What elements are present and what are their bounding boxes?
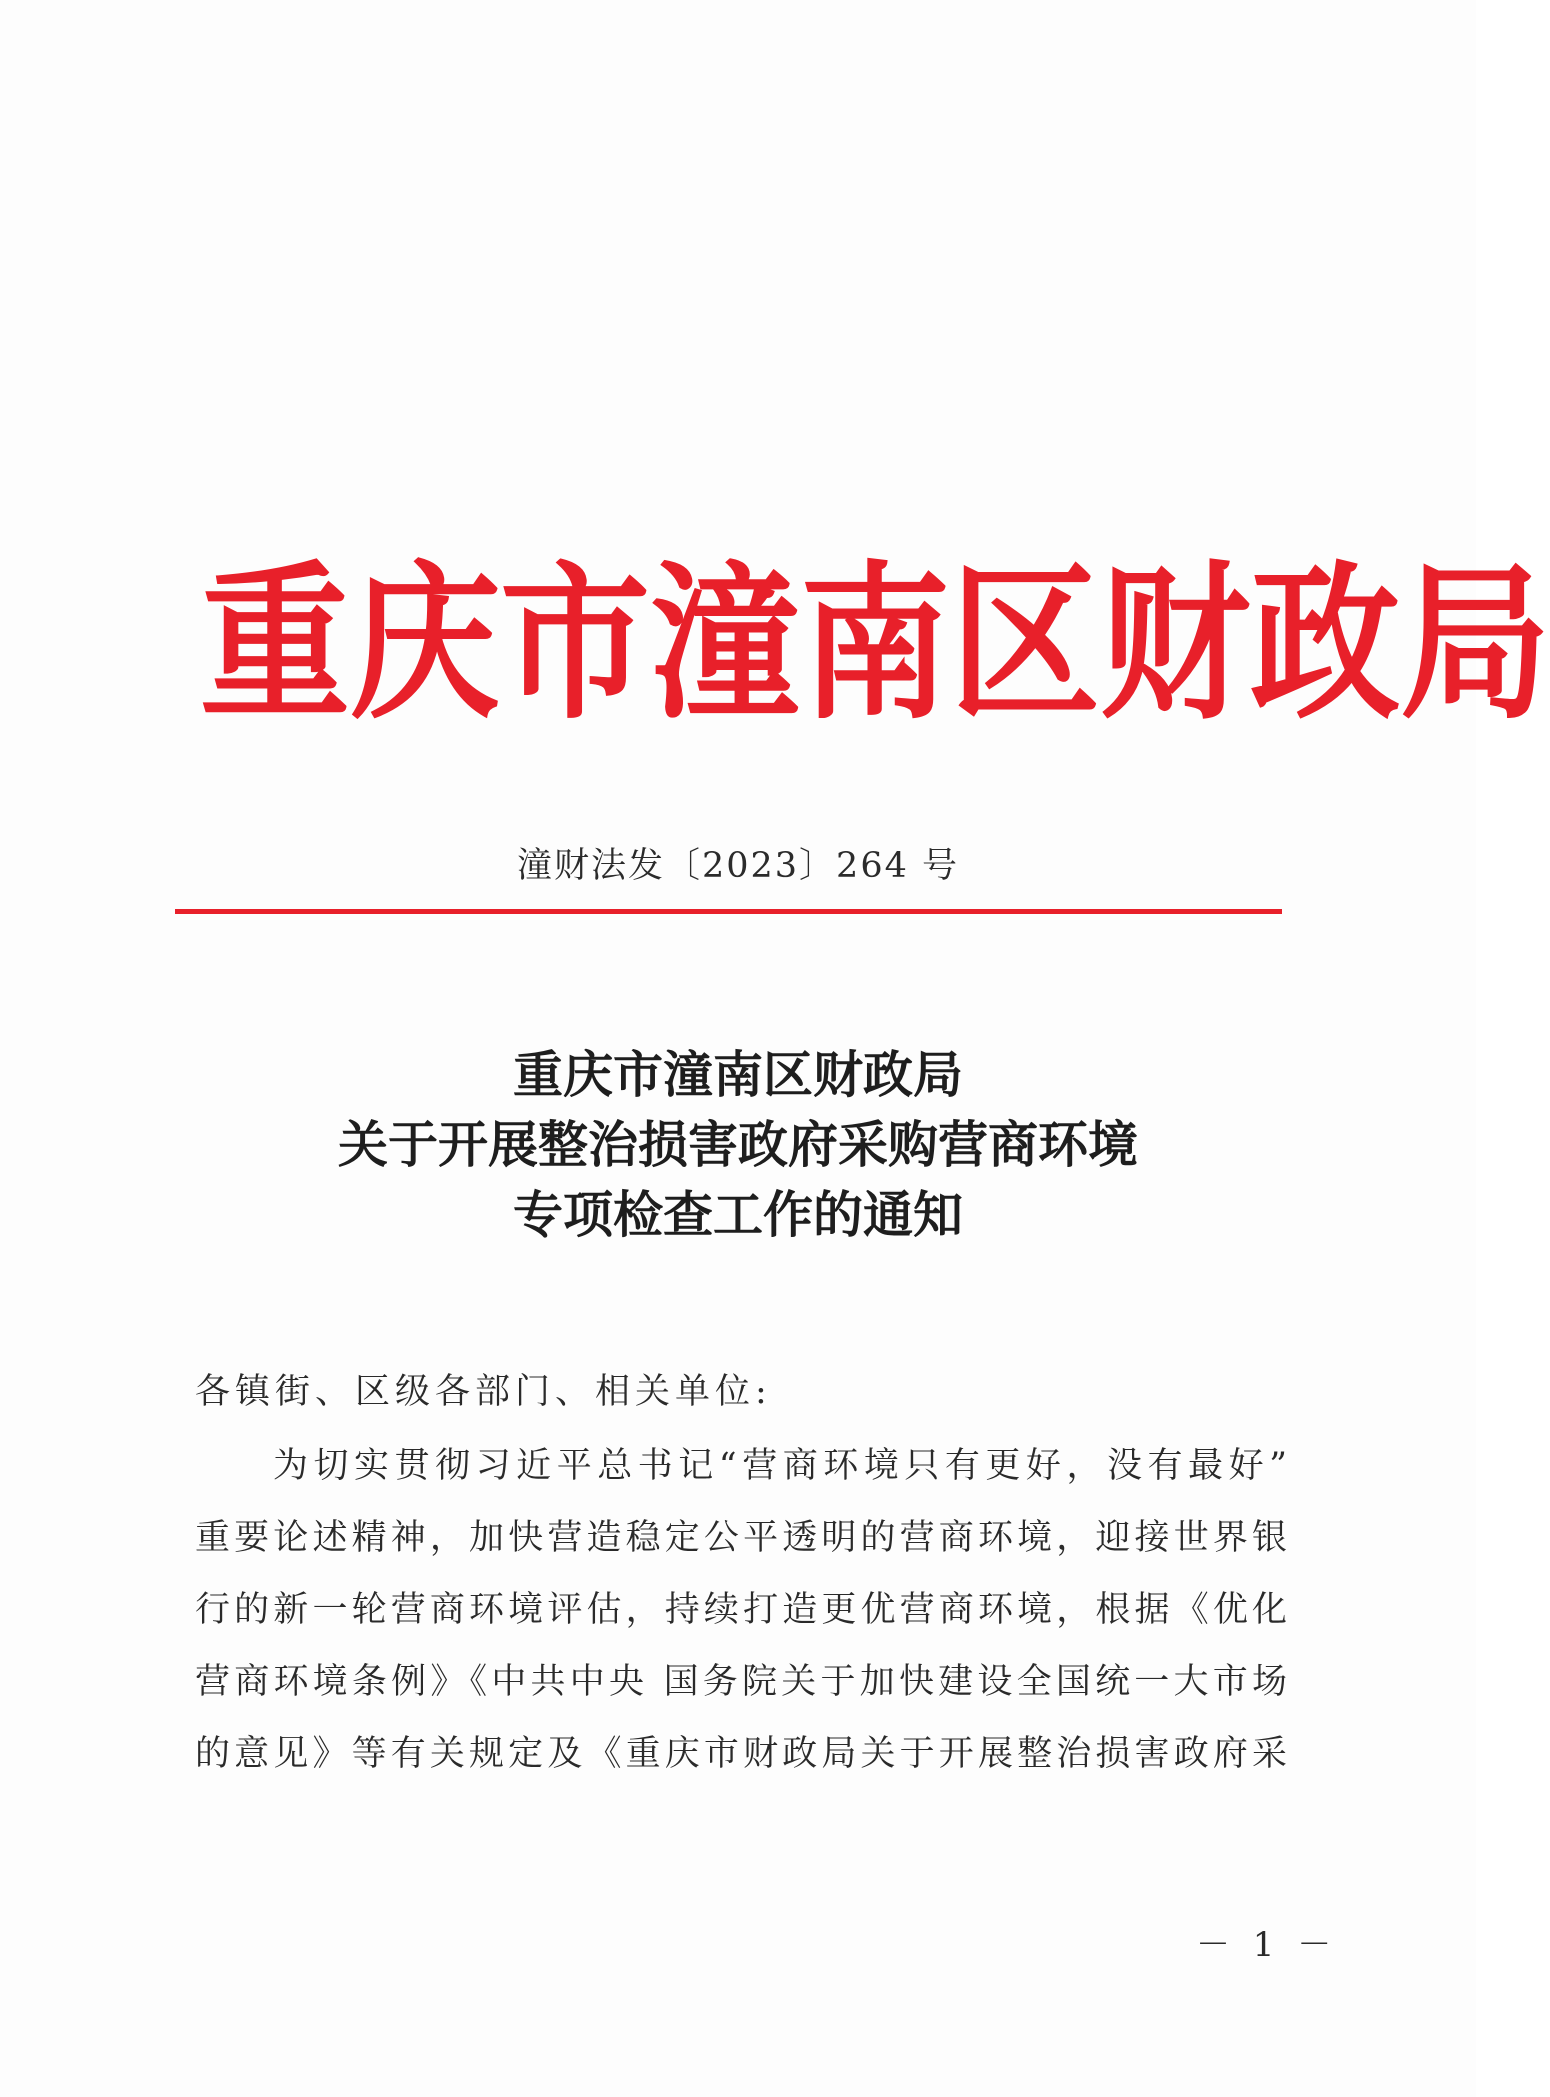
letterhead-char: 政 (1250, 547, 1401, 743)
header-divider (175, 909, 1282, 914)
title-line-3: 专项检查工作的通知 (513, 1185, 963, 1244)
document-number: 潼财法发〔2023〕264 号 (516, 846, 959, 886)
title-line-2: 关于开展整治损害政府采购营商环境 (338, 1115, 1138, 1174)
letterhead-char: 市 (500, 547, 651, 743)
letterhead-char: 潼 (650, 547, 801, 743)
letterhead-char: 重 (200, 547, 351, 743)
letterhead-char: 庆 (350, 547, 501, 743)
letterhead-char: 区 (950, 547, 1101, 743)
title-line-1: 重庆市潼南区财政局 (513, 1045, 963, 1104)
letterhead-char: 局 (1400, 547, 1550, 743)
body-line-1: 为切实贯彻习近平总书记“营商环境只有更好，没有最好” (273, 1446, 1287, 1486)
body-line-4: 营商环境条例》《中共中央 国务院关于加快建设全国统一大市场 (195, 1662, 1287, 1702)
letterhead-char: 南 (800, 547, 951, 743)
document-title (0, 1040, 1476, 1250)
letterhead-char: 财 (1100, 547, 1251, 743)
body-line-3: 行的新一轮营商环境评估，持续打造更优营商环境，根据《优化 (195, 1590, 1287, 1630)
body-line-5: 的意见》等有关规定及《重庆市财政局关于开展整治损害政府采 (195, 1734, 1287, 1774)
agency-letterhead (200, 547, 1550, 743)
salutation: 各镇街、区级各部门、相关单位: (195, 1372, 772, 1412)
body-line-2: 重要论述精神，加快营造稳定公平透明的营商环境，迎接世界银 (195, 1518, 1287, 1558)
page-number: － 1 － (1196, 1925, 1338, 1965)
